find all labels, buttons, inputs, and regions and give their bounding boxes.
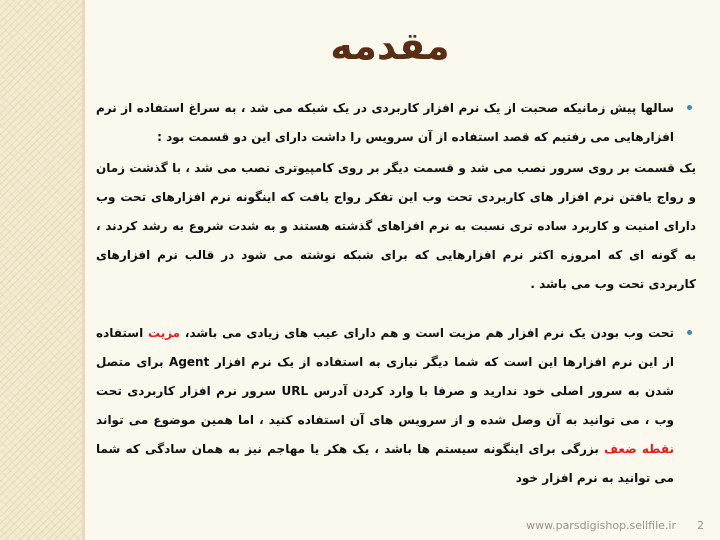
slide-content xyxy=(96,94,696,540)
paragraph-3-part-3: بزرگی برای اینگونه سیستم ها باشد ، یک هکر یا مهاجم نیز به همان سادگی که شما می توانید به نرم افزار خود xyxy=(96,442,674,485)
stripe-divider xyxy=(82,0,85,540)
paragraph-3-part-2: استفاده از این نرم افزارها این است که شما دیگر نیازی به استفاده از یک نرم افزار Agent برای متصل شدن به سرور اصلی خود ندارید و صرفا با وارد کردن آدرس URL سرور نرم افزار کاربردی تحت وب ، می توانید به آن وصل شده و از سرویس های آن استفاده کنید ، اما همین موضوع می تواند xyxy=(96,326,674,427)
paragraph-1-text: سالها پیش زمانیکه صحبت از یک نرم افزار کاربردی در یک شبکه می شد ، به سراغ استفاده از نرم افزارهایی می رفتیم که قصد استفاده از آن سرویس را داشت دارای این دو قسمت بود : xyxy=(96,101,674,144)
page-number: 2 xyxy=(697,519,704,532)
slide-title: مقدمه xyxy=(330,24,450,68)
bullet-icon xyxy=(687,330,692,335)
highlight-advantage: مزیت xyxy=(148,326,181,340)
bullet-paragraph-1 xyxy=(96,94,696,152)
bullet-icon xyxy=(687,105,692,110)
decorative-side-stripe xyxy=(0,0,82,540)
bullet-paragraph-3 xyxy=(96,319,696,493)
paragraph-2-text: یک قسمت بر روی سرور نصب می شد و قسمت دیگر بر روی کامپیوتری نصب می شد ، با گذشت زمان و رواج یافتن نرم افزار های کاربردی تحت وب این تفکر رواج یافت که اینگونه نرم افزارهای تحت وب دارای امنیت و کاربرد ساده تری نسبت به نرم افزاهای گذشته هستند و به شدت شروع به رشد کردند ، به گونه ای که امروزه اکثر نرم افزارهایی که برای شبکه نوشته می شود در قالب نرم افزارهای کاربردی تحت وب می باشد . xyxy=(96,161,696,291)
paragraph-2 xyxy=(96,154,696,299)
paragraph-3-part-1: تحت وب بودن یک نرم افزار هم مزیت است و هم دارای عیب های زیادی می باشد، xyxy=(180,326,674,340)
highlight-weakness: نقطه ضعف xyxy=(604,442,674,456)
footer-url: www.parsdigishop.sellfile.ir xyxy=(526,519,676,532)
